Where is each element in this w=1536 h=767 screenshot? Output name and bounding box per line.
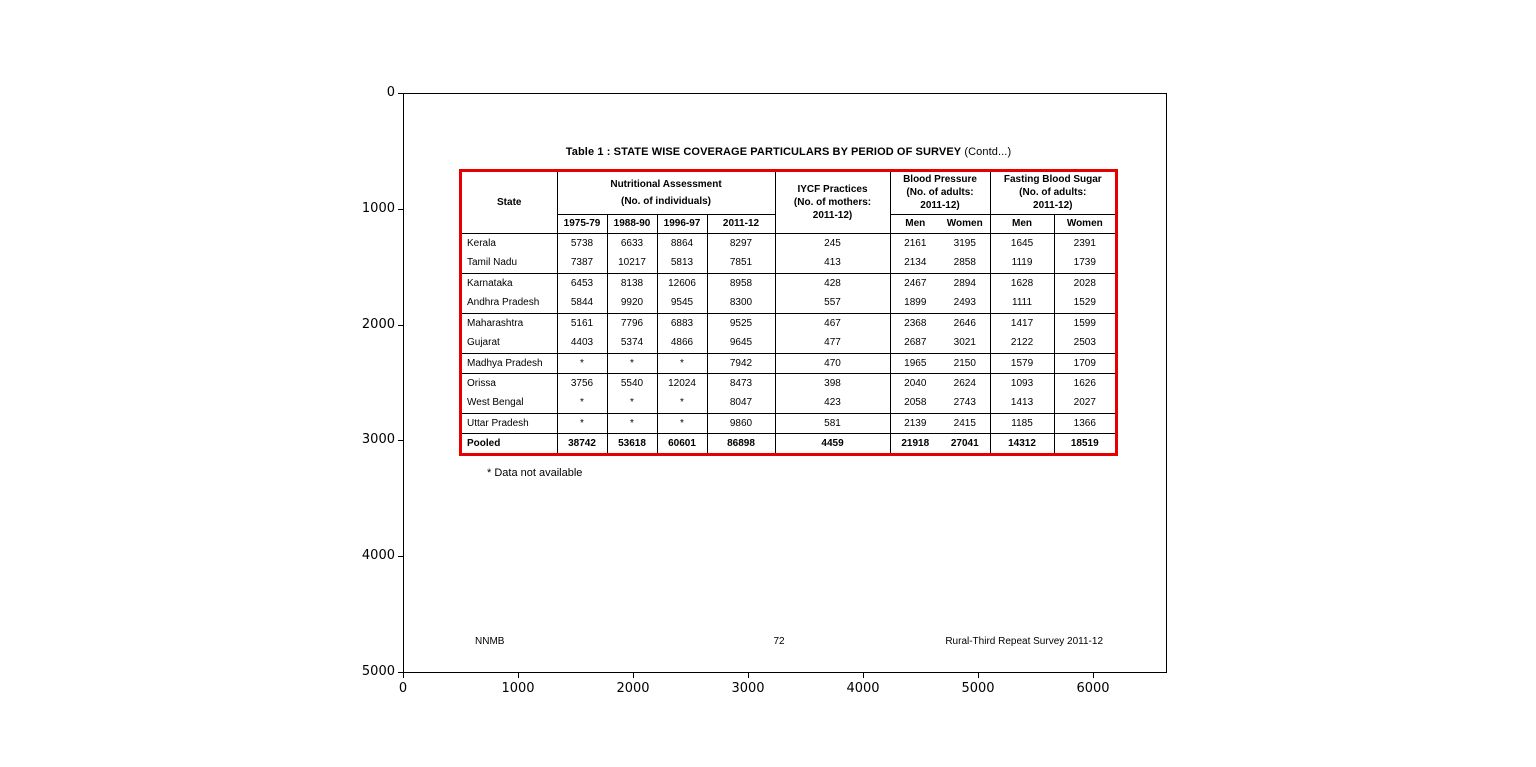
cell-value: 5540 xyxy=(607,373,657,393)
header-nutritional-assessment xyxy=(557,172,775,214)
cell-value: * xyxy=(607,393,657,413)
cell-value: 5813 xyxy=(657,253,707,273)
cell-value: 8473 xyxy=(707,373,775,393)
cell-state: Tamil Nadu xyxy=(462,253,557,273)
cell-value: 1626 xyxy=(1054,373,1115,393)
table-title-suffix: (Contd...) xyxy=(961,146,1012,158)
header-iycf-line1: IYCF Practices xyxy=(797,183,868,195)
header-state: State xyxy=(462,172,557,233)
cell-value: 2743 xyxy=(940,393,990,413)
cell-value: 1709 xyxy=(1054,353,1115,373)
cell-value: 8958 xyxy=(707,273,775,293)
cell-value: 2894 xyxy=(940,273,990,293)
cell-value: 7942 xyxy=(707,353,775,373)
cell-value: 7796 xyxy=(607,313,657,333)
cell-value: 9860 xyxy=(707,413,775,433)
cell-value: 8138 xyxy=(607,273,657,293)
header-fbs-line2: (No. of adults: xyxy=(1019,187,1087,199)
header-year-1996-97: 1996-97 xyxy=(657,214,707,233)
cell-value: 6883 xyxy=(657,313,707,333)
table-body xyxy=(462,233,1115,453)
x-tick-label: 2000 xyxy=(616,681,650,696)
header-iycf-line3: 2011-12) xyxy=(812,209,853,221)
header-fbs-men: Men xyxy=(990,214,1054,233)
cell-value: 2493 xyxy=(940,293,990,313)
cell-state: Orissa xyxy=(462,373,557,393)
cell-value: 12606 xyxy=(657,273,707,293)
cell-value: 7851 xyxy=(707,253,775,273)
x-tick-mark xyxy=(978,673,979,678)
table-title xyxy=(459,146,1118,158)
cell-value: 9645 xyxy=(707,333,775,353)
cell-value: 9545 xyxy=(657,293,707,313)
x-tick-label: 5000 xyxy=(961,681,995,696)
header-year-1988-90: 1988-90 xyxy=(607,214,657,233)
cell-value: 2646 xyxy=(940,313,990,333)
cell-value: 5844 xyxy=(557,293,607,313)
cell-value: 86898 xyxy=(707,433,775,453)
x-tick-label: 1000 xyxy=(501,681,535,696)
cell-value: 8047 xyxy=(707,393,775,413)
cell-value: 477 xyxy=(775,333,890,353)
y-tick-label: 5000 xyxy=(361,664,395,679)
cell-value: 2028 xyxy=(1054,273,1115,293)
header-fasting-blood-sugar xyxy=(990,172,1115,214)
y-tick-mark xyxy=(398,325,403,326)
y-tick-mark xyxy=(398,209,403,210)
cell-value: * xyxy=(557,413,607,433)
cell-value: 8300 xyxy=(707,293,775,313)
cell-value: 2624 xyxy=(940,373,990,393)
header-iycf xyxy=(775,172,890,233)
header-iycf-line2: (No. of mothers: xyxy=(793,196,872,208)
cell-value: 2467 xyxy=(890,273,940,293)
cell-value: 2040 xyxy=(890,373,940,393)
cell-value: 6633 xyxy=(607,233,657,253)
cell-value: 1599 xyxy=(1054,313,1115,333)
table-row xyxy=(462,273,1115,293)
header-fbs-line3: 2011-12) xyxy=(1033,200,1073,212)
cell-value: 2687 xyxy=(904,337,927,349)
cell-value: 557 xyxy=(775,293,890,313)
footer-survey-name: Rural-Third Repeat Survey 2011-12 xyxy=(945,636,1103,647)
cell-value: 10217 xyxy=(607,253,657,273)
cell-value: 1739 xyxy=(1073,257,1096,269)
header-fbs-line1: Fasting Blood Sugar xyxy=(1003,174,1102,186)
cell-value: * xyxy=(657,413,707,433)
table-row xyxy=(462,353,1115,373)
cell-value: 4866 xyxy=(657,333,707,353)
cell-value: 3195 xyxy=(940,233,990,253)
y-tick-label: 3000 xyxy=(361,432,395,447)
table-row xyxy=(462,253,1115,273)
cell-value: 1529 xyxy=(1073,297,1096,309)
table-row xyxy=(462,233,1115,253)
cell-state: West Bengal xyxy=(462,393,557,413)
cell-value: * xyxy=(657,393,707,413)
table-row xyxy=(462,373,1115,393)
header-row-groups xyxy=(462,172,1115,214)
cell-value: * xyxy=(607,413,657,433)
cell-state: Madhya Pradesh xyxy=(462,353,557,373)
cell-value: 9920 xyxy=(607,293,657,313)
cell-value: 1899 xyxy=(904,297,927,309)
cell-value: 18519 xyxy=(1054,433,1115,453)
cell-value: 2122 xyxy=(990,333,1054,353)
cell-value: 38742 xyxy=(557,433,607,453)
header-bp-men: Men xyxy=(890,214,940,233)
header-fbs-women: Women xyxy=(1054,214,1115,233)
table-row xyxy=(462,293,1115,313)
x-tick-mark xyxy=(863,673,864,678)
cell-value: 1366 xyxy=(1054,413,1115,433)
cell-value: 2027 xyxy=(1073,397,1096,409)
cell-value: * xyxy=(657,353,707,373)
cell-value: 398 xyxy=(775,373,890,393)
cell-value: * xyxy=(607,353,657,373)
cell-value: * xyxy=(557,393,607,413)
cell-value: 53618 xyxy=(607,433,657,453)
x-tick-label: 0 xyxy=(398,681,408,696)
cell-value: 2161 xyxy=(904,237,927,249)
cell-state: Kerala xyxy=(462,233,557,253)
table-row xyxy=(462,313,1115,333)
x-tick-label: 4000 xyxy=(846,681,880,696)
cell-value: 12024 xyxy=(657,373,707,393)
cell-state: Gujarat xyxy=(462,333,557,353)
cell-value: 3021 xyxy=(940,333,990,353)
cell-value: 4403 xyxy=(557,333,607,353)
cell-value: 2150 xyxy=(940,353,990,373)
cell-value: 1413 xyxy=(990,393,1054,413)
cell-value: 2503 xyxy=(1073,337,1096,349)
x-tick-mark xyxy=(403,673,404,678)
x-tick-mark xyxy=(518,673,519,678)
header-year-1975-79: 1975-79 xyxy=(557,214,607,233)
x-tick-label: 6000 xyxy=(1076,681,1110,696)
cell-value: 1119 xyxy=(990,253,1054,273)
cell-value: 428 xyxy=(775,273,890,293)
table-row xyxy=(462,333,1115,353)
cell-value: 413 xyxy=(775,253,890,273)
cell-value: 5161 xyxy=(557,313,607,333)
cell-value: 8297 xyxy=(707,233,775,253)
cell-value: 5738 xyxy=(557,233,607,253)
cell-value: 581 xyxy=(775,413,890,433)
cell-value: 1093 xyxy=(990,373,1054,393)
table-row xyxy=(462,413,1115,433)
cell-state: Uttar Pradesh xyxy=(462,413,557,433)
cell-value: 470 xyxy=(775,353,890,373)
y-tick-label: 1000 xyxy=(361,201,395,216)
cell-state: Karnataka xyxy=(462,273,557,293)
cell-value: 7387 xyxy=(557,253,607,273)
table-row xyxy=(462,433,1115,453)
cell-value: 1417 xyxy=(990,313,1054,333)
coverage-table xyxy=(462,172,1115,453)
y-tick-mark xyxy=(398,440,403,441)
header-nutritional-line2: (No. of individuals) xyxy=(621,195,711,207)
cell-value: 1645 xyxy=(990,233,1054,253)
cell-value: 3756 xyxy=(557,373,607,393)
footnote: * Data not available xyxy=(487,467,583,479)
data-table-wrapper xyxy=(459,169,1118,456)
cell-value: 9525 xyxy=(707,313,775,333)
header-bp-line2: (No. of adults: xyxy=(906,187,974,199)
footer-page-number: 72 xyxy=(773,636,785,647)
y-tick-label: 4000 xyxy=(361,548,395,563)
cell-value: 2858 xyxy=(940,253,990,273)
x-tick-label: 3000 xyxy=(731,681,765,696)
cell-value: 60601 xyxy=(657,433,707,453)
cell-value: 2368 xyxy=(890,313,940,333)
cell-value: 2139 xyxy=(890,413,940,433)
cell-value: 245 xyxy=(775,233,890,253)
header-year-2011-12: 2011-12 xyxy=(707,214,775,233)
cell-value: 2415 xyxy=(940,413,990,433)
y-tick-label: 2000 xyxy=(361,317,395,332)
table-title-main: Table 1 : STATE WISE COVERAGE PARTICULARS BY PERIOD OF SURVEY xyxy=(565,146,962,158)
table-row xyxy=(462,393,1115,413)
cell-value: 2134 xyxy=(904,257,927,269)
cell-value: 423 xyxy=(775,393,890,413)
header-blood-pressure xyxy=(890,172,990,214)
x-tick-mark xyxy=(633,673,634,678)
header-bp-women: Women xyxy=(940,214,990,233)
cell-value: * xyxy=(557,353,607,373)
cell-value: 4459 xyxy=(775,433,890,453)
cell-value: 2391 xyxy=(1073,237,1096,249)
header-bp-line3: 2011-12) xyxy=(920,200,960,212)
cell-value: 1965 xyxy=(890,353,940,373)
cell-state: Pooled xyxy=(462,433,557,453)
header-bp-line1: Blood Pressure xyxy=(903,174,977,186)
cell-value: 5374 xyxy=(607,333,657,353)
cell-value: 2058 xyxy=(904,397,927,409)
cell-value: 1111 xyxy=(990,293,1054,313)
cell-value: 6453 xyxy=(557,273,607,293)
cell-value: 21918 xyxy=(890,433,940,453)
cell-value: 1579 xyxy=(990,353,1054,373)
cell-value: 467 xyxy=(775,313,890,333)
cell-state: Andhra Pradesh xyxy=(462,293,557,313)
x-tick-mark xyxy=(748,673,749,678)
cell-value: 27041 xyxy=(940,433,990,453)
cell-value: 1628 xyxy=(990,273,1054,293)
cell-value: 14312 xyxy=(990,433,1054,453)
footer-org: NNMB xyxy=(475,636,505,647)
cell-state: Maharashtra xyxy=(462,313,557,333)
cell-value: 1185 xyxy=(990,413,1054,433)
y-tick-mark xyxy=(398,556,403,557)
y-tick-label: 0 xyxy=(386,85,395,100)
header-nutritional-line1: Nutritional Assessment xyxy=(610,178,722,190)
y-tick-mark xyxy=(398,93,403,94)
x-tick-mark xyxy=(1093,673,1094,678)
cell-value: 8864 xyxy=(657,233,707,253)
